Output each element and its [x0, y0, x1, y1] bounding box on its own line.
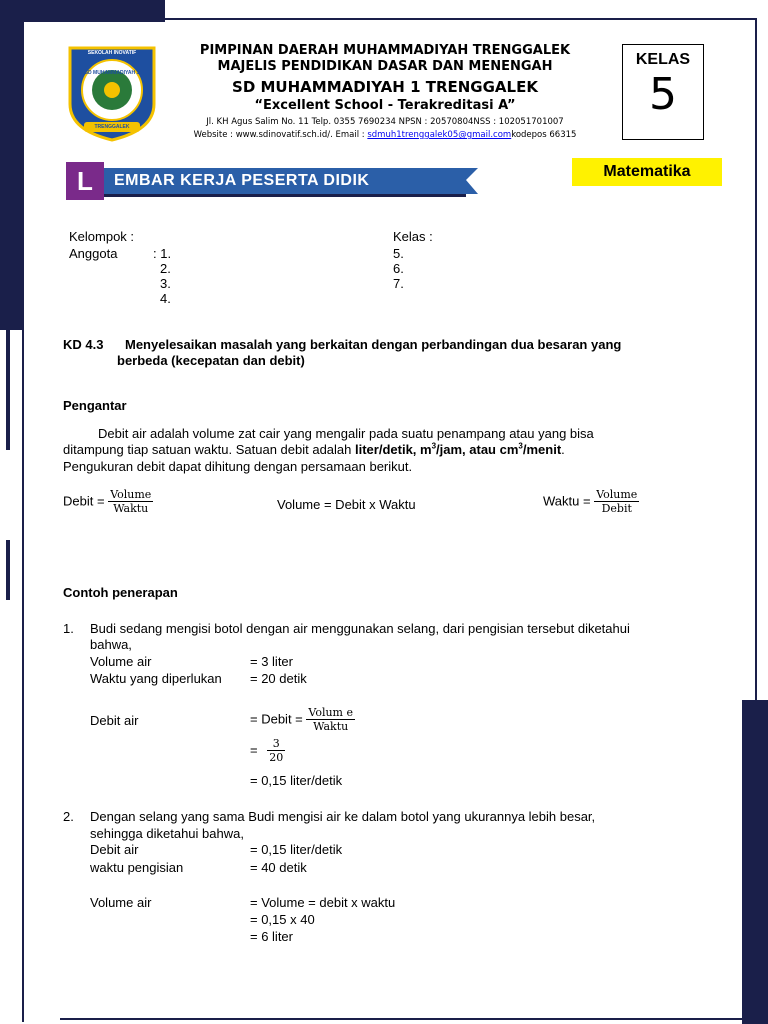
ex2-wkt-label: waktu pengisian [90, 860, 184, 875]
school-logo [66, 44, 158, 142]
header-line1: PIMPINAN DAERAH MUHAMMADIYAH TRENGGALEK [199, 43, 571, 58]
anggota-item-3: 3. [160, 276, 171, 291]
ex1-wkt-label: Waktu yang diperlukan [90, 671, 222, 686]
kd-text-2: berbeda (kecepatan dan debit) [117, 353, 305, 368]
ex2-debit-label: Debit air [90, 842, 139, 857]
ex1-debit-fraction [306, 706, 355, 733]
anggota-label: Anggota [69, 246, 118, 261]
ex2-vol-value-1: = Volume = debit x waktu [250, 895, 396, 910]
kelas-label: KELAS [635, 51, 691, 68]
logo-bottom-text: TRENGGALEK [94, 124, 130, 130]
formula-debit-den: Waktu [113, 502, 149, 516]
frame-line-top [22, 18, 757, 20]
kelompok-field: Kelompok : [69, 229, 135, 244]
ex2-wkt-value: = 40 detik [250, 860, 307, 875]
pengantar-line-1: Debit air adalah volume zat cair yang mengalir pada suatu penampang atau yang bisa [98, 426, 594, 441]
header-motto: “Excellent School - Terakreditasi A” [254, 98, 516, 113]
formula-debit-num: Volume [110, 488, 152, 502]
header-email-link[interactable]: sdmuh1trenggalek05@gmail.com [367, 130, 512, 140]
frame-bar-left-inner [6, 330, 10, 450]
pengantar-unit-1: liter/detik, m [355, 442, 432, 457]
frame-line-bottom [60, 1018, 750, 1020]
ex1-debit-num: Volum e [308, 706, 353, 720]
formula-waktu-den: Debit [601, 502, 632, 516]
pengantar-line-3: Pengukuran debit dapat dihitung dengan persamaan berikut. [63, 459, 413, 474]
header-postal: kodepos 66315 [511, 130, 577, 140]
pengantar-title: Pengantar [63, 398, 127, 413]
pengantar-line-2-a: ditampung tiap satuan waktu. Satuan debit adalah [63, 442, 355, 457]
formula-waktu-num: Volume [596, 488, 638, 502]
formula-debit-fraction [108, 488, 153, 515]
ex1-step-fraction [267, 737, 285, 764]
formula-debit [63, 487, 153, 516]
anggota-item-7: 7. [393, 276, 404, 291]
ex1-vol-value: = 3 liter [250, 654, 293, 669]
formula-waktu [543, 487, 639, 516]
anggota-item-2: 2. [160, 261, 171, 276]
kelas-field: Kelas : [393, 229, 433, 244]
kelas-number: 5 [649, 69, 677, 120]
frame-bar-bottom-right [742, 700, 768, 1024]
pengantar-unit-2: /jam, atau cm [436, 442, 519, 457]
ex1-step-2 [250, 735, 285, 766]
banner-letter: L [77, 166, 93, 196]
subject-label: Matematika [572, 158, 722, 186]
ex1-frac-num: 3 [267, 737, 285, 751]
ex2-vol-label: Volume air [90, 895, 152, 910]
ex2-vol-value-2: = 0,15 x 40 [250, 912, 315, 927]
frame-line-right [755, 18, 757, 708]
ex1-frac-den: 20 [269, 751, 284, 765]
banner-title: EMBAR KERJA PESERTA DIDIK [114, 172, 370, 189]
logo-top-text: SEKOLAH INOVATIF [87, 50, 137, 56]
ex2-text-2: sehingga diketahui bahwa, [90, 826, 244, 841]
formula-volume: Volume = Debit x Waktu [277, 497, 416, 512]
lkpd-banner [66, 160, 480, 200]
ex1-wkt-value: = 20 detik [250, 671, 307, 686]
header-line2: MAJELIS PENDIDIKAN DASAR DAN MENENGAH [217, 59, 553, 74]
header-website: Website : www.sdinovatif.sch.id/. Email : [193, 130, 368, 140]
kd-code: KD 4.3 [63, 337, 104, 352]
frame-bar-left [0, 0, 22, 330]
frame-bar-left-low [6, 540, 10, 600]
kd-text-1: Menyelesaikan masalah yang berkaitan dengan perbandingan dua besaran yang [125, 337, 622, 352]
ex1-text-2: bahwa, [90, 637, 132, 652]
ex1-number: 1. [63, 621, 74, 636]
header-school: SD MUHAMMADIYAH 1 TRENGGALEK [232, 78, 538, 96]
header-address: Jl. KH Agus Salim No. 11 Telp. 0355 7690234 NPSN : 20570804NSS : 102051701007 [206, 117, 564, 127]
formula-waktu-label: Waktu = [543, 493, 591, 509]
ex1-vol-label: Volume air [90, 654, 152, 669]
ex1-debit-den: Waktu [313, 720, 349, 734]
pengantar-unit-3: /menit [522, 442, 562, 457]
ex2-vol-value-3: = 6 liter [250, 929, 293, 944]
ex2-number: 2. [63, 809, 74, 824]
contoh-title: Contoh penerapan [63, 585, 178, 600]
ex1-debit-label: Debit air [90, 713, 139, 728]
ex1-debit-formula [250, 704, 355, 735]
anggota-item-1: : 1. [153, 246, 172, 261]
anggota-item-4: 4. [160, 291, 171, 306]
ex2-debit-value: = 0,15 liter/detik [250, 842, 343, 857]
ex1-eq2: = [250, 742, 258, 758]
pengantar-sup-1: 3 [431, 441, 437, 451]
anggota-item-5: 5. [393, 246, 404, 261]
kelas-box [622, 44, 704, 140]
pengantar-line-2 [63, 442, 565, 458]
pengantar-period: . [561, 442, 565, 457]
ex1-debit-eq: = Debit = [250, 711, 303, 727]
formula-waktu-fraction [594, 488, 639, 515]
ex1-text-1: Budi sedang mengisi botol dengan air menggunakan selang, dari pengisian tersebut diketahui [90, 621, 630, 636]
formula-debit-label: Debit = [63, 493, 105, 509]
logo-ring-text: SD MUHAMMADIYAH 1 [84, 70, 140, 76]
frame-line-left [22, 22, 24, 1022]
ex1-result: = 0,15 liter/detik [250, 773, 343, 788]
ex2-text-1: Dengan selang yang sama Budi mengisi air ke dalam botol yang ukurannya lebih besar, [90, 809, 596, 824]
header-contact [140, 130, 630, 141]
pengantar-sup-2: 3 [518, 441, 523, 451]
anggota-item-6: 6. [393, 261, 404, 276]
